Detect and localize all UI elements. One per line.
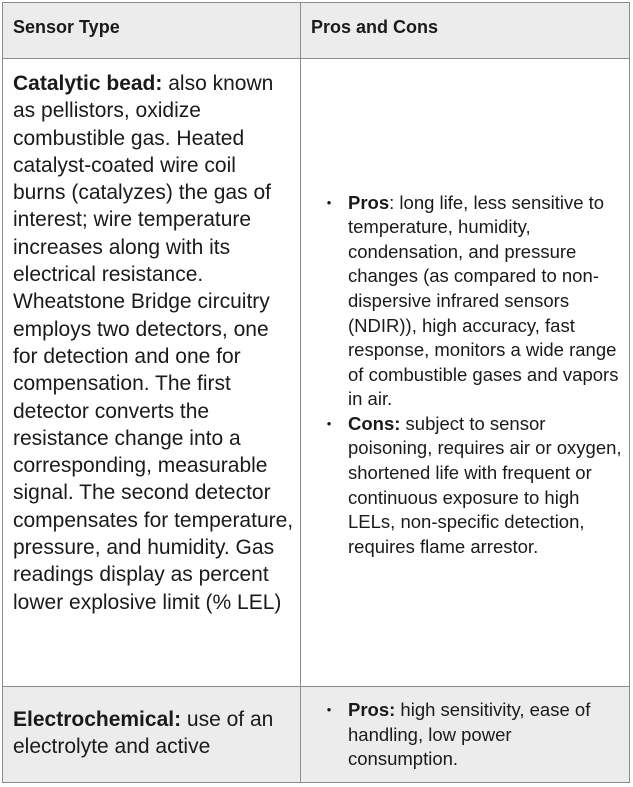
bullet-icon: • xyxy=(326,702,332,717)
pros-cons-cell xyxy=(301,687,630,783)
sensor-type-term: Electrochemical: xyxy=(13,708,182,731)
bullet-icon: • xyxy=(326,415,332,431)
pros-cons-list xyxy=(301,687,629,772)
sensor-type-text: also known as pellistors, oxidize combustible gas. Heated catalyst-coated wire coil burns (catalyzes) the gas of interest; wire temperature increases along with its electrical resistance. Wheatstone Bridge circuitry employs two detectors, one for detection and one for compensation. The first detector converts the resistance change into a corresponding, measurable signal. The second detector compensates for temperature, pressure, and humidity. Gas readings display as percent lower explosive limit (% LEL) xyxy=(13,72,294,614)
sensor-type-cell xyxy=(3,687,301,783)
pros-cons-cell xyxy=(301,59,630,687)
table-row-catalytic-bead xyxy=(3,59,630,687)
sensor-type-cell xyxy=(3,59,301,687)
pros-label: Pros: xyxy=(348,699,396,720)
header-pros-cons-label: Pros and Cons xyxy=(311,17,439,37)
header-sensor-type-label: Sensor Type xyxy=(13,17,120,37)
table-row-electrochemical xyxy=(3,687,630,783)
cons-text: subject to sensor poisoning, requires air or oxygen, shortened life with frequent or continuous exposure to high LELs, non-specific detection, requires flame arrestor. xyxy=(348,412,622,557)
header-sensor-type xyxy=(3,3,301,59)
header-pros-cons xyxy=(301,3,630,59)
pros-text: : long life, less sensitive to temperature, humidity, condensation, and pressure changes (as compared to non-dispersive infrared sensors (NDIR)), high accuracy, fast response, monitors a wide range of combustible gases and vapors in air. xyxy=(348,191,619,410)
pros-cons-list xyxy=(301,186,629,560)
list-item-pros xyxy=(326,191,623,412)
sensor-comparison-table xyxy=(2,2,630,783)
list-item-cons xyxy=(326,412,623,560)
sensor-type-description xyxy=(3,59,300,616)
pros-label: Pros xyxy=(348,191,390,213)
sensor-type-description xyxy=(3,687,300,761)
table-header-row xyxy=(3,3,630,59)
list-item-pros xyxy=(326,698,623,772)
cons-label: Cons: xyxy=(348,412,401,434)
pros-text: high sensitivity, ease of handling, low power consumption. xyxy=(348,699,591,770)
bullet-icon: • xyxy=(326,194,332,210)
sensor-type-text: use of an electrolyte and active xyxy=(13,708,274,759)
sensor-type-term: Catalytic bead: xyxy=(13,72,163,95)
